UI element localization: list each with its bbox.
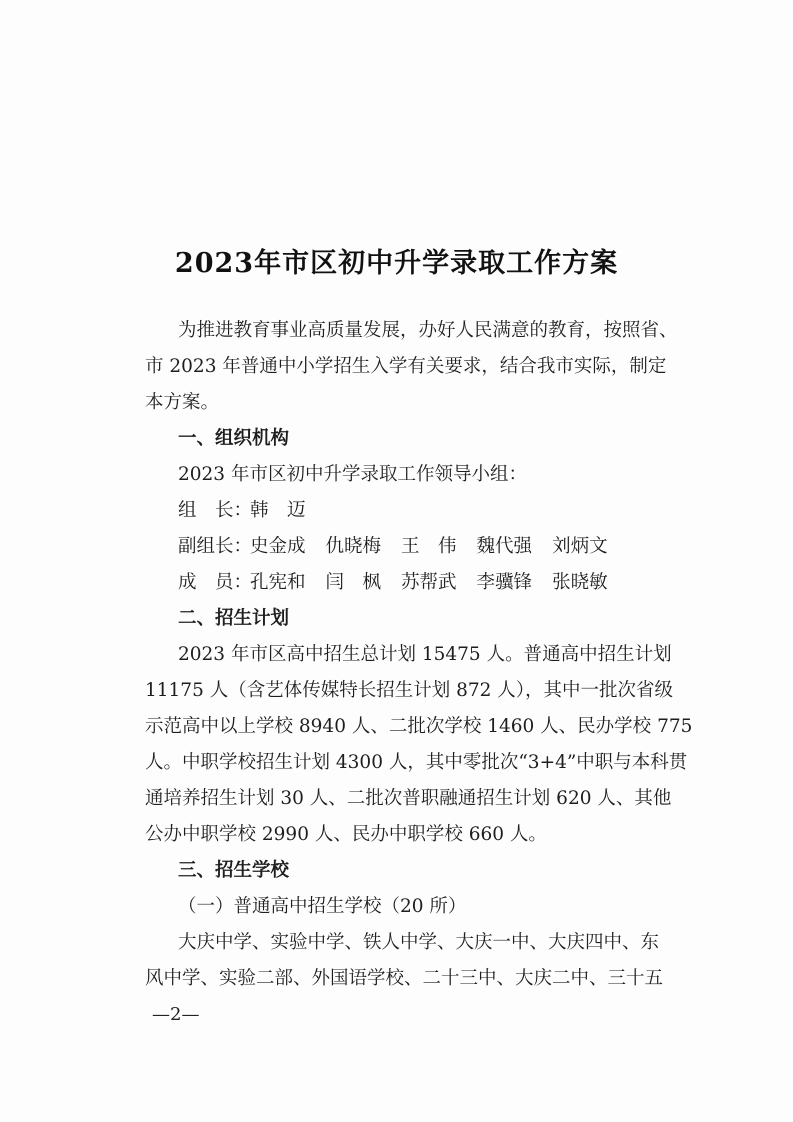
school-line-1: 大庆中学、实验中学、铁人中学、大庆一中、大庆四中、东 xyxy=(178,932,660,953)
plan-line-6: 公办中职学校 2990 人、民办中职学校 660 人。 xyxy=(145,824,547,845)
plan-line-5: 通培养招生计划 30 人、二批次普职融通招生计划 620 人、其他 xyxy=(145,788,672,809)
member-name: 苏帮武 xyxy=(401,572,457,593)
leader-row xyxy=(178,498,326,524)
intro-line-2: 市 2023 年普通中小学招生入学有关要求，结合我市实际，制定 xyxy=(145,356,667,377)
deputy-name: 仇晓梅 xyxy=(325,536,382,557)
member-row xyxy=(178,570,628,596)
member-name: 李骥锋 xyxy=(476,572,533,593)
member-name: 闫 枫 xyxy=(325,572,382,593)
leader-name: 韩 迈 xyxy=(250,500,306,521)
section1-heading: 一、组织机构 xyxy=(178,428,290,449)
document-title: 2023年市区初中升学录取工作方案 xyxy=(174,248,619,279)
group-title: 2023 年市区初中升学录取工作领导小组： xyxy=(178,464,527,485)
page-number: —2— xyxy=(152,1004,200,1025)
deputy-role: 副组长： xyxy=(178,536,253,557)
intro-line-3: 本方案。 xyxy=(145,392,220,413)
deputy-name: 王 伟 xyxy=(401,536,457,557)
school-line-2: 风中学、实验二部、外国语学校、二十三中、大庆二中、三十五 xyxy=(145,968,664,989)
section3-heading: 三、招生学校 xyxy=(178,860,290,881)
section2-heading: 二、招生计划 xyxy=(178,608,290,629)
section3-subheading: （一）普通高中招生学校（20 所） xyxy=(178,896,467,917)
member-name: 张晓敏 xyxy=(552,572,608,593)
intro-line-1: 为推进教育事业高质量发展，办好人民满意的教育，按照省、 xyxy=(178,320,678,341)
member-role: 成 员： xyxy=(178,572,253,593)
plan-line-1: 2023 年市区高中招生总计划 15475 人。普通高中招生计划 xyxy=(178,644,672,665)
leader-role: 组 长： xyxy=(178,500,253,521)
deputy-name: 史金成 xyxy=(250,536,306,557)
plan-line-3: 示范高中以上学校 8940 人、二批次学校 1460 人、民办学校 775 xyxy=(145,716,693,737)
member-name: 孔宪和 xyxy=(250,572,306,593)
plan-line-2: 11175 人（含艺体传媒特长招生计划 872 人），其中一批次省级 xyxy=(145,680,674,701)
deputy-row xyxy=(178,534,628,560)
deputy-name: 刘炳文 xyxy=(552,536,608,557)
deputy-name: 魏代强 xyxy=(476,536,533,557)
plan-line-4: 人。中职学校招生计划 4300 人，其中零批次“3+4”中职与本科贯 xyxy=(145,752,688,773)
